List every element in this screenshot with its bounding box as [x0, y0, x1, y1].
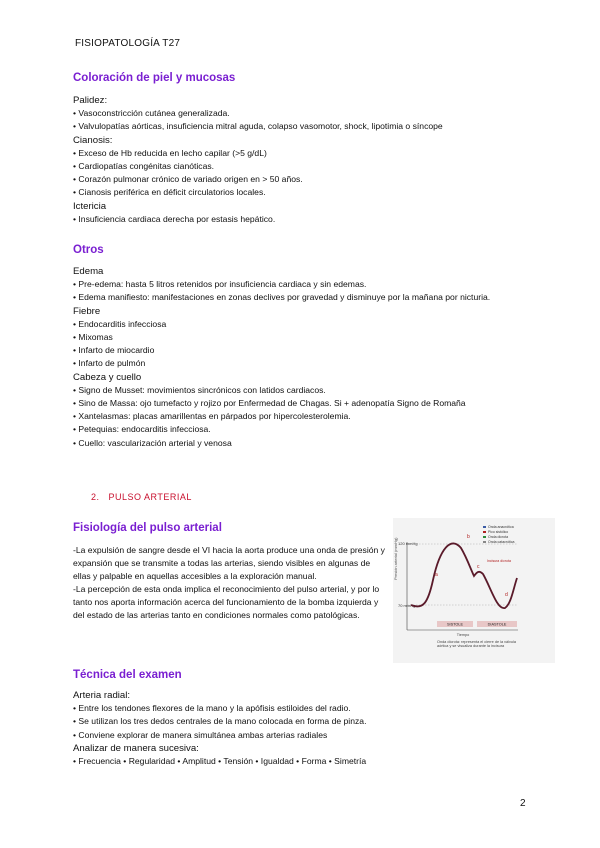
point-d-label: d [505, 592, 508, 598]
fisiologia-paragraph [73, 544, 388, 622]
list-item: • Infarto de miocardio [73, 345, 155, 356]
legend-item-4: Onda catacrótica [488, 540, 515, 544]
list-label: Ictericia [73, 200, 107, 212]
legend-swatch-2 [483, 531, 486, 533]
section-title-fisiologia: Fisiología del pulso arterial [73, 522, 222, 534]
list-label: Edema [73, 266, 104, 277]
figure-caption: Onda dícrota: representa el cierre de la válvula aórtica y se visualiza durante la incisura [437, 640, 516, 649]
list-item: • Cardiopatías congénitas cianóticas. [73, 161, 215, 172]
list-label: Cianosis: [73, 134, 113, 146]
pulse-wave-figure [393, 518, 555, 663]
section-title-coloracion: Coloración de piel y mucosas [73, 72, 236, 84]
list-item: • Pre-edema: hasta 5 litros retenidos por insuficiencia cardiaca y sin edemas. [73, 279, 367, 290]
list-item: • Cianosis periférica en déficit circulatorios locales. [73, 187, 266, 198]
point-a-label: a [435, 572, 438, 578]
list-label: Analizar de manera sucesiva: [73, 742, 199, 754]
list-item: • Endocarditis infecciosa [73, 318, 167, 329]
list-label: Palidez: [73, 95, 108, 106]
list-item: • Infarto de pulmón [73, 358, 146, 369]
list-item: • Sino de Massa: ojo tumefacto y rojizo por Enfermedad de Chagas. Si + adenopatía Signo de Romaña [73, 398, 466, 409]
list-item: • Cuello: vascularización arterial y venosa [73, 437, 232, 448]
numbered-heading-pulso [91, 492, 192, 502]
figure-top-label: 120 mmHg [398, 541, 418, 546]
list-item: • Signo de Musset: movimientos sincrónicos con latidos cardiacos. [73, 384, 326, 395]
section-title-tecnica: Técnica del examen [73, 669, 182, 681]
heading-number: 2. [91, 492, 100, 502]
list-item: • Conviene explorar de manera simultánea ambas arterias radiales [73, 729, 328, 740]
fisiologia-paragraph-2: -La percepción de esta onda implica el reconocimiento del pulso arterial, y por lo tanto nos aporta información acerca del funcionamiento de la bomba izquierda y del estado de las arterias tanto en condiciones normales como patológicas. [73, 584, 380, 620]
legend-item-3: Onda dicrota [488, 535, 509, 539]
diastole-label: DIASTOLE [487, 622, 507, 627]
list-label: Arteria radial: [73, 690, 131, 701]
point-c-label: c [477, 564, 480, 570]
fisiologia-paragraph-1: -La expulsión de sangre desde el VI hacia la aorta produce una onda de presión y expansión que se transmite a todas las arterias, siendo visibles en algunas de ellas y palpable en aquellas accesibles a la exploración manual. [73, 545, 385, 581]
incisura-label: Incisura dícrota [487, 559, 511, 563]
list-item: • Exceso de Hb reducida en lecho capilar (>5 g/dL) [73, 147, 267, 158]
list-item: • Xantelasmas: placas amarillentas en párpados por hipercolesterolemia. [73, 411, 351, 422]
list-item: • Se utilizan los tres dedos centrales de la mano colocada en forma de pinza. [73, 716, 367, 727]
figure-x-axis-label: Tiempo [456, 633, 470, 637]
legend-swatch-4 [483, 541, 486, 543]
list-item: • Petequias: endocarditis infecciosa. [73, 424, 211, 435]
list-item: • Valvulopatías aórticas, insuficiencia mitral aguda, colapso vasomotor, shock, lipotimia o síncope [73, 121, 443, 132]
section-body-otros [73, 265, 533, 450]
list-item: • Frecuencia • Regularidad • Amplitud • Tensión • Igualdad • Forma • Simetría [73, 756, 367, 767]
point-b-label: b [467, 534, 470, 540]
list-item: • Corazón pulmonar crónico de variado origen en > 50 años. [73, 174, 303, 185]
figure-bottom-label: 70 mmHg [398, 603, 416, 608]
heading-text: PULSO ARTERIAL [108, 492, 192, 502]
section-body-tecnica [73, 689, 533, 768]
list-item: • Entre los tendones flexores de la mano y la apófisis estiloides del radio. [73, 703, 351, 714]
page-number: 2 [520, 798, 526, 809]
systole-label: SISTOLE [447, 622, 463, 627]
list-label: Cabeza y cuello [73, 371, 142, 383]
legend-item-1: Onda anacrótica [488, 525, 514, 529]
legend-item-2: Pico sistólico [488, 530, 509, 534]
list-label: Fiebre [73, 305, 101, 317]
figure-y-axis-label: Presión arterial (mmHg) [393, 537, 398, 580]
legend-swatch-1 [483, 526, 486, 528]
section-body-coloracion [73, 94, 533, 226]
list-item: • Mixomas [73, 332, 113, 343]
list-item: • Insuficiencia cardiaca derecha por estasis hepático. [73, 213, 276, 224]
legend-swatch-3 [483, 536, 486, 538]
page-header: FISIOPATOLOGÍA T27 [75, 38, 181, 49]
section-title-otros: Otros [73, 244, 104, 256]
figure-caption-box [437, 640, 527, 660]
list-item: • Vasoconstricción cutánea generalizada. [73, 108, 230, 119]
list-item: • Edema manifiesto: manifestaciones en zonas declives por gravedad y disminuye por la mañana por nicturia. [73, 292, 491, 303]
